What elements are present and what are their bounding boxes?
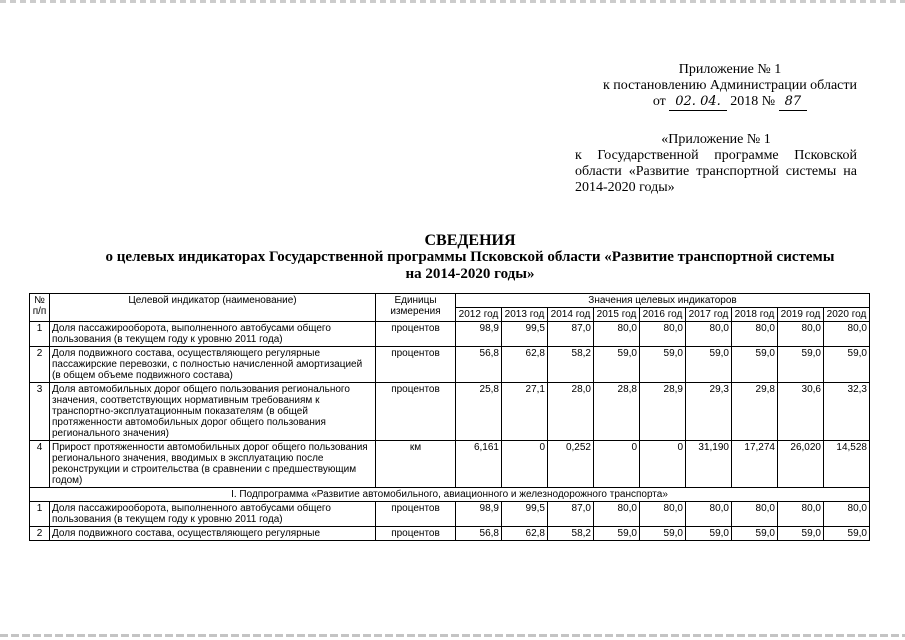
value-cell: 31,190 [686, 441, 732, 488]
value-cell: 87,0 [548, 502, 594, 527]
section-row [30, 488, 870, 502]
value-cell: 27,1 [502, 383, 548, 441]
row-unit: процентов [376, 527, 456, 541]
value-cell: 80,0 [778, 322, 824, 347]
value-cell: 80,0 [686, 322, 732, 347]
value-cell: 32,3 [824, 383, 870, 441]
row-number: 3 [30, 383, 50, 441]
table-row [30, 347, 870, 383]
title-line3: на 2014-2020 годы» [405, 266, 535, 282]
scan-edge-top [0, 0, 905, 3]
value-cell: 59,0 [640, 347, 686, 383]
value-cell: 80,0 [824, 322, 870, 347]
value-cell: 58,2 [548, 527, 594, 541]
year-header: 2013 год [502, 308, 548, 322]
appendix-date-line: от 02. 04. 2018 № 87 [580, 94, 880, 111]
value-cell: 59,0 [594, 527, 640, 541]
appendix-inner [575, 132, 857, 196]
value-cell: 56,8 [456, 527, 502, 541]
value-cell: 80,0 [824, 502, 870, 527]
row-indicator-name: Доля пассажирооборота, выполненного автобусами общего пользования (в текущем году к уровню 2011 года) [50, 322, 376, 347]
value-cell: 0 [594, 441, 640, 488]
value-cell: 59,0 [824, 527, 870, 541]
header-values: Значения целевых индикаторов [456, 294, 870, 308]
row-unit: км [376, 441, 456, 488]
value-cell: 80,0 [594, 322, 640, 347]
value-cell: 58,2 [548, 347, 594, 383]
row-unit: процентов [376, 347, 456, 383]
row-number: 2 [30, 347, 50, 383]
value-cell: 80,0 [640, 322, 686, 347]
row-indicator-name: Доля подвижного состава, осуществляющего регулярные пассажирские перевозки, с полностью начисленной амортизацией (в общем объеме подвижного состава) [50, 347, 376, 383]
title-main: СВЕДЕНИЯ [424, 232, 516, 249]
appendix-inner-text: к Государственной программе Псковской области «Развитие транспортной системы на 2014-2020 годы» [575, 148, 857, 195]
value-cell: 99,5 [502, 502, 548, 527]
indicators-table [29, 293, 870, 541]
value-cell: 30,6 [778, 383, 824, 441]
value-cell: 62,8 [502, 347, 548, 383]
appendix-decree: к постановлению Администрации области [603, 78, 857, 93]
year-header: 2014 год [548, 308, 594, 322]
table-row [30, 441, 870, 488]
year-header: 2019 год [778, 308, 824, 322]
value-cell: 59,0 [594, 347, 640, 383]
value-cell: 28,9 [640, 383, 686, 441]
appendix-header [580, 62, 880, 111]
document-title [40, 232, 900, 283]
value-cell: 80,0 [686, 502, 732, 527]
row-indicator-name: Доля автомобильных дорог общего пользования регионального значения, соответствующих нормативным требованиям к транспортно-эксплуатационным показателям (в общей протяженности автомобильных дорог общего пользования регионального значения) [50, 383, 376, 441]
row-number: 1 [30, 502, 50, 527]
value-cell: 80,0 [778, 502, 824, 527]
row-indicator-name: Прирост протяженности автомобильных дорог общего пользования регионального значения, вводимых в эксплуатацию после реконструкции и строительства (в сравнении с предшествующим годом) [50, 441, 376, 488]
value-cell: 17,274 [732, 441, 778, 488]
section-title: I. Подпрограмма «Развитие автомобильного, авиационного и железнодорожного транспорта» [30, 488, 870, 502]
value-cell: 26,020 [778, 441, 824, 488]
year-header: 2017 год [686, 308, 732, 322]
year-header: 2016 год [640, 308, 686, 322]
value-cell: 0,252 [548, 441, 594, 488]
row-indicator-name: Доля подвижного состава, осуществляющего регулярные [50, 527, 376, 541]
value-cell: 56,8 [456, 347, 502, 383]
header-num: № п/п [30, 294, 50, 322]
handwritten-date: 02. 04. [669, 94, 726, 111]
value-cell: 59,0 [824, 347, 870, 383]
year-header: 2015 год [594, 308, 640, 322]
table-row [30, 383, 870, 441]
value-cell: 98,9 [456, 322, 502, 347]
row-number: 1 [30, 322, 50, 347]
value-cell: 59,0 [640, 527, 686, 541]
value-cell: 59,0 [686, 527, 732, 541]
row-number: 2 [30, 527, 50, 541]
value-cell: 59,0 [778, 347, 824, 383]
header-indicator: Целевой индикатор (наименование) [50, 294, 376, 322]
table-row [30, 527, 870, 541]
table-row [30, 502, 870, 527]
appendix-title: Приложение № 1 [678, 62, 782, 77]
scan-edge-bottom [0, 634, 905, 637]
appendix-inner-title: «Приложение № 1 [661, 132, 771, 147]
row-unit: процентов [376, 322, 456, 347]
handwritten-number: 87 [779, 94, 808, 111]
value-cell: 80,0 [594, 502, 640, 527]
row-unit: процентов [376, 383, 456, 441]
value-cell: 28,0 [548, 383, 594, 441]
value-cell: 29,8 [732, 383, 778, 441]
year-header: 2018 год [732, 308, 778, 322]
value-cell: 59,0 [778, 527, 824, 541]
year-header: 2020 год [824, 308, 870, 322]
value-cell: 80,0 [732, 322, 778, 347]
value-cell: 80,0 [732, 502, 778, 527]
title-line2: о целевых индикаторах Государственной программы Псковской области «Развитие транспортной системы [105, 249, 835, 265]
value-cell: 80,0 [640, 502, 686, 527]
header-units: Единицы измерения [376, 294, 456, 322]
year-header: 2012 год [456, 308, 502, 322]
value-cell: 14,528 [824, 441, 870, 488]
value-cell: 0 [502, 441, 548, 488]
row-unit: процентов [376, 502, 456, 527]
value-cell: 98,9 [456, 502, 502, 527]
row-indicator-name: Доля пассажирооборота, выполненного автобусами общего пользования (в текущем году к уровню 2011 года) [50, 502, 376, 527]
value-cell: 59,0 [732, 347, 778, 383]
value-cell: 25,8 [456, 383, 502, 441]
value-cell: 0 [640, 441, 686, 488]
value-cell: 28,8 [594, 383, 640, 441]
value-cell: 59,0 [686, 347, 732, 383]
table-row [30, 322, 870, 347]
value-cell: 6,161 [456, 441, 502, 488]
value-cell: 62,8 [502, 527, 548, 541]
value-cell: 29,3 [686, 383, 732, 441]
value-cell: 59,0 [732, 527, 778, 541]
value-cell: 87,0 [548, 322, 594, 347]
row-number: 4 [30, 441, 50, 488]
value-cell: 99,5 [502, 322, 548, 347]
